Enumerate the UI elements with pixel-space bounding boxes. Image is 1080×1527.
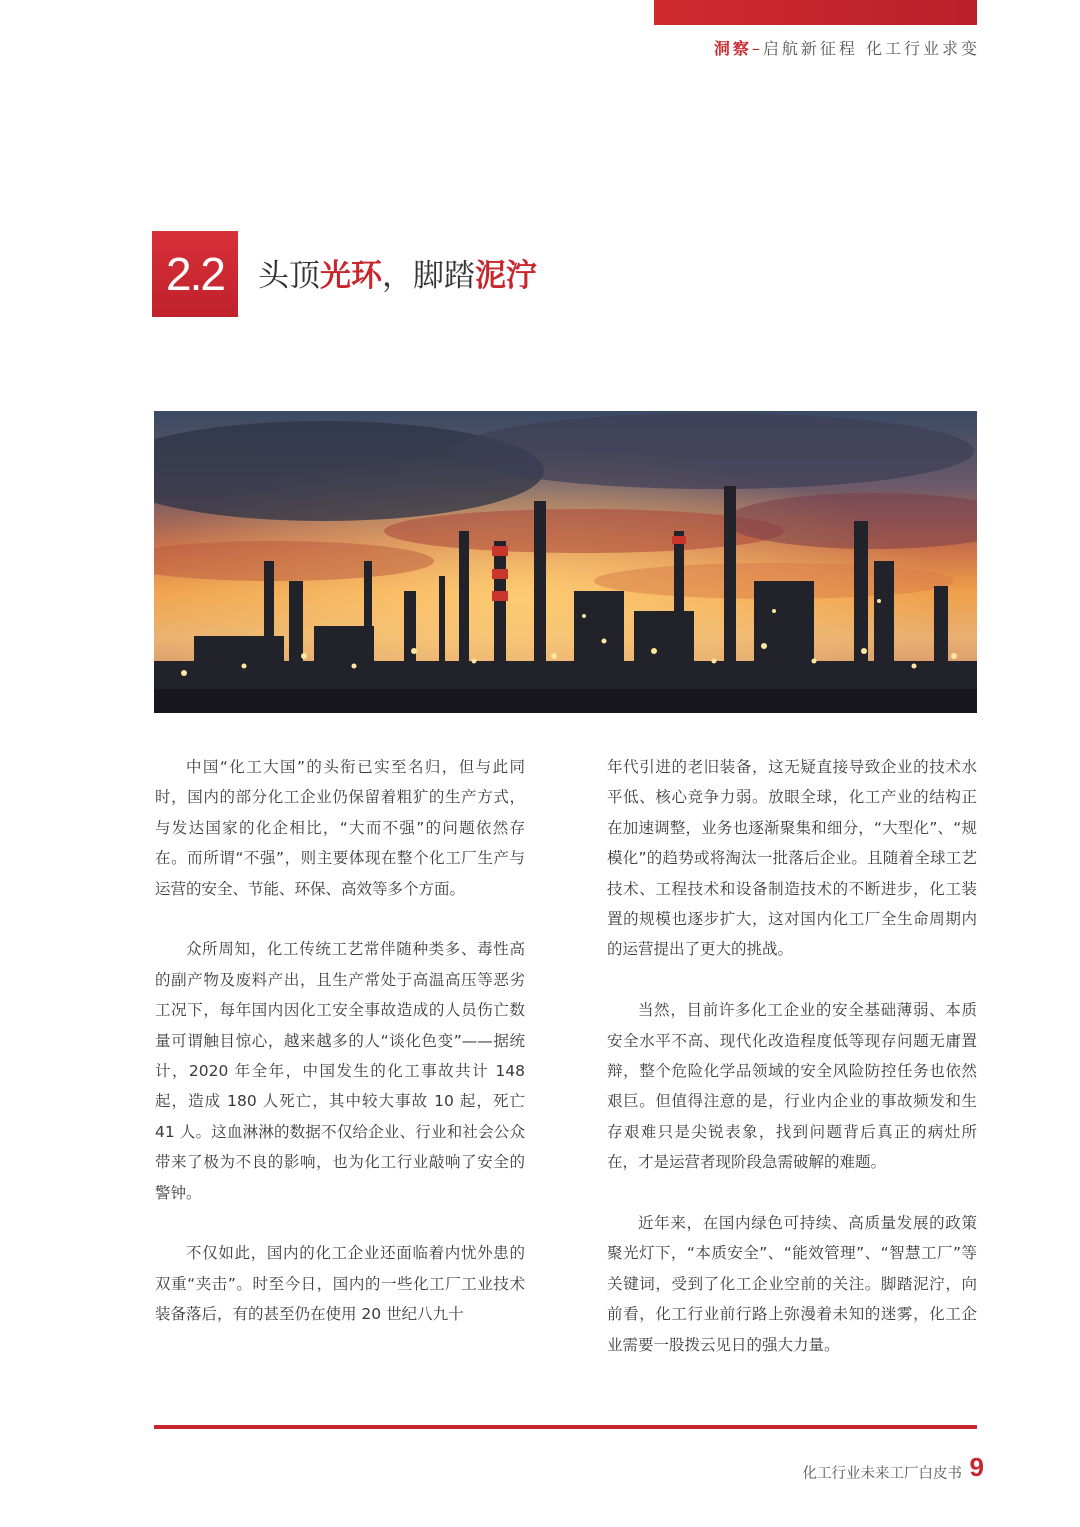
header-text: 启航新征程 化工行业求变 [762, 39, 980, 58]
header-accent-text: 洞察 [713, 39, 752, 58]
section-number-badge: 2.2 [152, 231, 238, 317]
footer-publication-title: 化工行业未来工厂白皮书 [802, 1466, 962, 1482]
paragraph: 近年来，在国内绿色可持续、高质量发展的政策聚光灯下，“本质安全”、“能效管理”、“智慧工厂”等关键词，受到了化工企业空前的关注。脚踏泥泞，向前看，化工行业前行路上弥漫着未知的迷雾，化工企业需要一股拨云见日的强大力量。 [607, 1214, 977, 1354]
footer-rule [154, 1425, 977, 1429]
refinery-sunset-icon [154, 411, 977, 713]
paragraph: 众所周知，化工传统工艺常伴随种类多、毒性高的副产物及废料产出，且生产常处于高温高压等恶劣工况下，每年国内因化工安全事故造成的人员伤亡数量可谓触目惊心，越来越多的人“谈化色变”——据统计，2020 年全年，中国发生的化工事故共计 148 起，造成 180 人死亡，其中较大事故 10 起，死亡 41 人。这血淋淋的数据不仅给企业、行业和社会公众带来了极为不良的影响，也为化工行业敲响了安全的警钟。 [155, 940, 525, 1202]
body-column-left [155, 752, 525, 1360]
header-accent-bar [654, 0, 977, 25]
title-part2: ，脚踏 [382, 258, 475, 294]
title-accent1: 光环 [320, 258, 382, 294]
running-header [714, 36, 980, 59]
title-part1: 头顶 [258, 258, 320, 294]
body-column-right [607, 752, 977, 1390]
title-accent2: 泥泞 [475, 258, 537, 294]
section-title [258, 250, 537, 295]
paragraph: 当然，目前许多化工企业的安全基础薄弱、本质安全水平不高、现代化改造程度低等现存问题无庸置辩，整个危险化学品领域的安全风险防控任务也依然艰巨。但值得注意的是，行业内企业的事故频发和生存艰难只是尖锐表象，找到问题背后真正的病灶所在，才是运营者现阶段急需破解的难题。 [607, 1001, 977, 1172]
page-number: 9 [969, 1452, 984, 1482]
paragraph: 年代引进的老旧装备，这无疑直接导致企业的技术水平低、核心竞争力弱。放眼全球，化工产业的结构正在加速调整，业务也逐渐聚集和细分，“大型化”、“规模化”的趋势或将淘汰一批落后企业。且随着全球工艺技术、工程技术和设备制造技术的不断进步，化工装置的规模也逐步扩大，这对国内化工厂全生命周期内的运营提出了更大的挑战。 [607, 758, 977, 959]
paragraph: 不仅如此，国内的化工企业还面临着内忧外患的双重“夹击”。时至今日，国内的一些化工厂工业技术装备落后，有的甚至仍在使用 20 世纪八九十 [155, 1244, 525, 1324]
header-dash: – [751, 39, 763, 58]
refinery-photo [154, 411, 977, 713]
paragraph: 中国“化工大国”的头衔已实至名归，但与此同时，国内的部分化工企业仍保留着粗犷的生产方式，与发达国家的化企相比，“大而不强”的问题依然存在。而所谓“不强”，则主要体现在整个化工厂生产与运营的安全、节能、环保、高效等多个方面。 [155, 758, 525, 898]
